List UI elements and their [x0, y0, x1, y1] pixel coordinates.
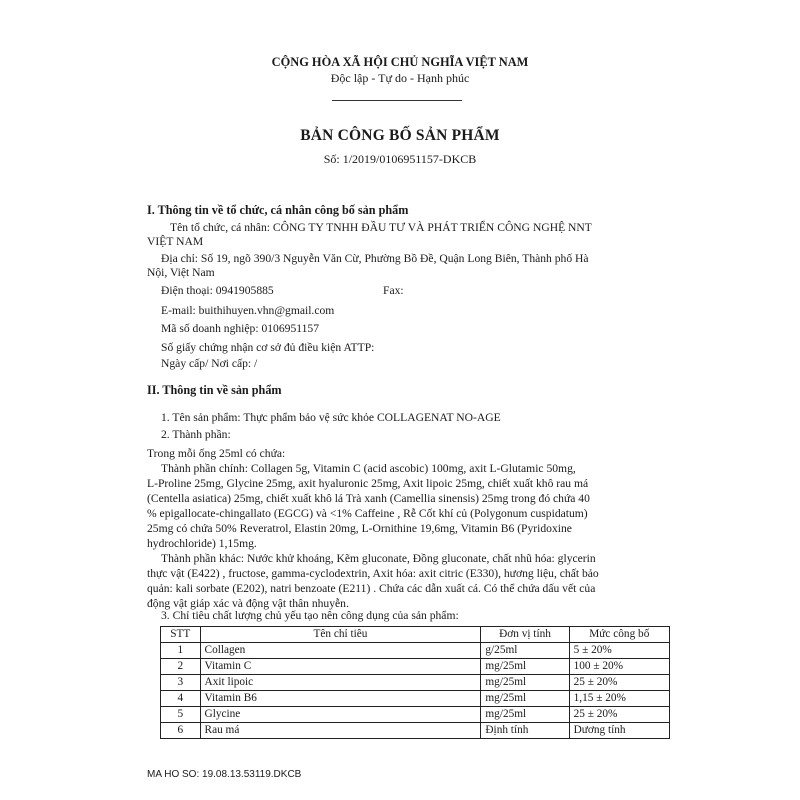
cell-stt: 4 [161, 691, 201, 707]
composition-heading: 2. Thành phần: [161, 428, 231, 441]
table-row [161, 691, 670, 707]
table-row [161, 707, 670, 723]
cell-declared-level: 25 ± 20% [569, 675, 669, 691]
cell-stt: 2 [161, 659, 201, 675]
table-header-row [161, 627, 670, 643]
main-ingredients-line: hydrochloride) 1,15mg. [147, 537, 257, 550]
cell-unit: Định tính [481, 723, 569, 739]
section-1-heading: I. Thông tin về tổ chức, cá nhân công bố sản phẩm [147, 203, 409, 217]
product-name: 1. Tên sản phẩm: Thực phẩm bảo vệ sức khỏe COLLAGENAT NO-AGE [161, 411, 501, 424]
header-underline [332, 100, 462, 101]
quality-criteria-table [160, 626, 670, 739]
cell-stt: 1 [161, 643, 201, 659]
cell-declared-level: 1,15 ± 20% [569, 691, 669, 707]
food-safety-certificate: Số giấy chứng nhận cơ sở đủ điều kiện ATTP: [161, 341, 375, 354]
per-tube-note: Trong mỗi ống 25ml có chứa: [147, 447, 286, 460]
col-header-stt: STT [161, 627, 201, 643]
cell-declared-level: 5 ± 20% [569, 643, 669, 659]
cell-unit: mg/25ml [481, 691, 569, 707]
document-number: Số: 1/2019/0106951157-DKCB [323, 152, 477, 166]
cell-declared-level: 25 ± 20% [569, 707, 669, 723]
issue-date-place: Ngày cấp/ Nơi cấp: / [161, 357, 258, 370]
cell-stt: 6 [161, 723, 201, 739]
main-ingredients-line: % epigallocate-chingallato (EGCG) và <1% Caffeine , Rễ Cốt khí củ (Polygonum cuspidatum) [147, 507, 588, 520]
cell-criterion: Vitamin B6 [200, 691, 481, 707]
dossier-code: MA HO SO: 19.08.13.53119.DKCB [147, 769, 302, 780]
email: E-mail: buithihuyen.vhn@gmail.com [161, 304, 335, 317]
motto: Độc lập - Tự do - Hạnh phúc [330, 71, 470, 85]
document-title: BẢN CÔNG BỐ SẢN PHẨM [300, 127, 500, 144]
cell-criterion: Axit lipoic [200, 675, 481, 691]
table-row [161, 659, 670, 675]
cell-unit: mg/25ml [481, 659, 569, 675]
other-ingredients-line: thực vật (E422) , fructose, gamma-cyclodextrin, Axit hóa: axit citric (E330), hương liệu, chất bảo [147, 567, 599, 580]
cell-criterion: Vitamin C [200, 659, 481, 675]
main-ingredients-line: (Centella asiatica) 25mg, chiết xuất khô lá Trà xanh (Camellia sinensis) 25mg trong đó chứa 40 [147, 492, 590, 505]
cell-stt: 5 [161, 707, 201, 723]
business-code: Mã số doanh nghiệp: 0106951157 [161, 322, 320, 335]
table-row [161, 723, 670, 739]
cell-declared-level: 100 ± 20% [569, 659, 669, 675]
col-header-criterion: Tên chỉ tiêu [200, 627, 481, 643]
cell-criterion: Rau má [200, 723, 481, 739]
table-row [161, 643, 670, 659]
col-header-unit: Đơn vị tính [481, 627, 569, 643]
section-2-heading: II. Thông tin về sản phẩm [147, 383, 282, 397]
main-ingredients-line: Thành phần chính: Collagen 5g, Vitamin C (acid ascobic) 100mg, axit L-Glutamic 50mg, [161, 462, 576, 475]
address-line-2: Nội, Việt Nam [147, 266, 215, 279]
cell-unit: mg/25ml [481, 675, 569, 691]
phone: Điện thoại: 0941905885 [161, 284, 274, 297]
cell-unit: mg/25ml [481, 707, 569, 723]
cell-criterion: Glycine [200, 707, 481, 723]
org-name-line-2: VIỆT NAM [147, 235, 204, 248]
address-line-1: Địa chỉ: Số 19, ngõ 390/3 Nguyễn Văn Cừ, Phường Bồ Đề, Quận Long Biên, Thành phố Hà [161, 252, 589, 265]
main-ingredients-line: 25mg có chứa 50% Reveratrol, Elastin 20mg, L-Ornithine 19,6mg, Vitamin B6 (Pyridoxine [147, 522, 572, 535]
col-header-declared-level: Mức công bố [569, 627, 669, 643]
cell-declared-level: Dương tính [569, 723, 669, 739]
quality-criteria-heading: 3. Chỉ tiêu chất lượng chủ yếu tạo nên công dụng của sản phẩm: [161, 609, 459, 622]
cell-unit: g/25ml [481, 643, 569, 659]
table-row [161, 675, 670, 691]
other-ingredients-line: động vật giáp xác và động vật thân nhuyễn. [147, 597, 349, 610]
cell-criterion: Collagen [200, 643, 481, 659]
fax: Fax: [383, 284, 404, 297]
other-ingredients-line: quản: kali sorbate (E202), natri benzoate (E211) . Chứa các dẫn xuất cá. Có thể chứa dấu vết của [147, 582, 596, 595]
main-ingredients-line: L-Proline 25mg, Glycine 25mg, axit hyaluronic 25mg, Axit lipoic 25mg, chiết xuất khô rau má [147, 477, 589, 490]
cell-stt: 3 [161, 675, 201, 691]
other-ingredients-line: Thành phần khác: Nước khử khoáng, Kẽm gluconate, Đồng gluconate, chất nhũ hóa: glycerin [161, 552, 596, 565]
org-name-line-1: Tên tổ chức, cá nhân: CÔNG TY TNHH ĐẦU TƯ VÀ PHÁT TRIỂN CÔNG NGHỆ NNT [170, 221, 592, 234]
nation-heading: CỘNG HÒA XÃ HỘI CHỦ NGHĨA VIỆT NAM [271, 55, 529, 69]
